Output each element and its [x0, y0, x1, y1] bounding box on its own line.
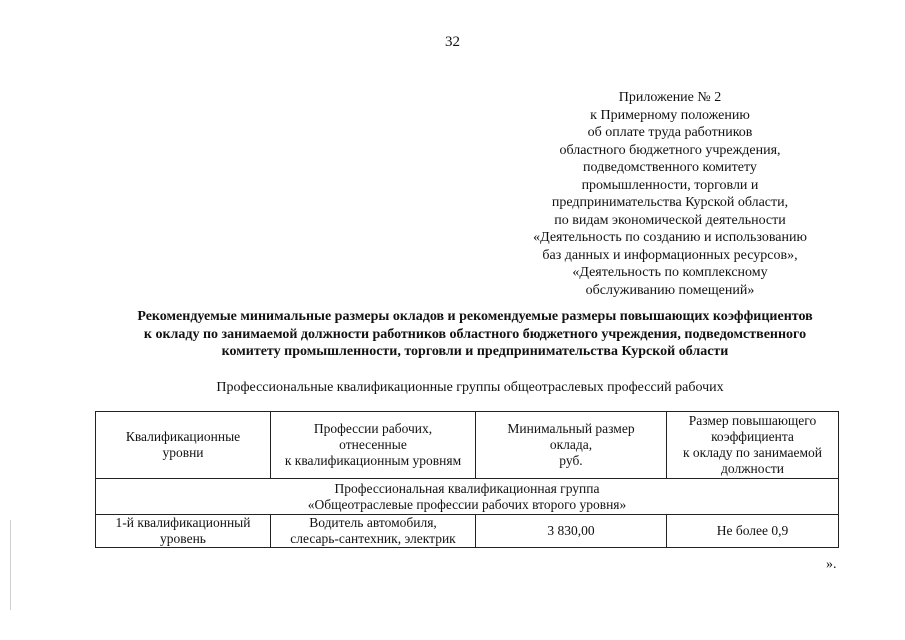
cell-level: 1-й квалификационный уровень — [96, 515, 271, 548]
group-cell: Профессиональная квалификационная группа «Общеотраслевые профессии рабочих второго уровня» — [96, 479, 839, 515]
page-number: 32 — [445, 34, 460, 50]
document-title — [90, 308, 860, 361]
appendix-line: обслуживанию помещений» — [585, 282, 755, 298]
appendix-line: областного бюджетного учреждения, — [559, 142, 781, 158]
qualification-table — [95, 411, 839, 548]
appendix-line: подведомственного комитету — [583, 160, 757, 175]
closing-quote: ». — [826, 557, 837, 572]
appendix-line: «Деятельность по комплексному — [572, 265, 768, 280]
appendix-header — [500, 89, 840, 299]
scan-edge-mark — [10, 520, 11, 610]
appendix-line: баз данных и информационных ресурсов», — [542, 247, 798, 263]
header-cell-salary: Минимальный размер оклада, руб. — [476, 412, 667, 479]
header-cell-professions: Профессии рабочих, отнесенные к квалификационным уровням — [271, 412, 476, 479]
cell-salary: 3 830,00 — [476, 515, 667, 548]
title-line: Рекомендуемые минимальные размеры окладов и рекомендуемые размеры повышающих коэффициентов — [137, 309, 813, 324]
appendix-line: по видам экономической деятельности — [554, 212, 786, 228]
table-caption: Профессиональные квалификационные группы общеотраслевых профессий рабочих — [216, 380, 724, 395]
appendix-line: предпринимательства Курской области, — [551, 195, 789, 210]
appendix-line: Приложение № 2 — [618, 90, 722, 105]
title-line: комитету промышленности, торговли и предпринимательства Курской области — [221, 344, 729, 359]
appendix-line: об оплате труда работников — [587, 125, 753, 140]
appendix-line: промышленности, торговли и — [581, 177, 759, 193]
table-group-row — [96, 479, 839, 515]
appendix-line: «Деятельность по созданию и использованию — [533, 230, 807, 245]
header-cell-coefficient: Размер повышающего коэффициента к окладу по занимаемой должности — [667, 412, 839, 479]
table-row — [96, 515, 839, 548]
cell-professions: Водитель автомобиля, слесарь-сантехник, электрик — [271, 515, 476, 548]
header-cell-levels: Квалификационные уровни — [96, 412, 271, 479]
title-line: к окладу по занимаемой должности работников областного бюджетного учреждения, подведомственного — [143, 326, 807, 342]
table-header-row — [96, 412, 839, 479]
cell-coefficient: Не более 0,9 — [667, 515, 839, 548]
appendix-line: к Примерному положению — [590, 107, 750, 123]
